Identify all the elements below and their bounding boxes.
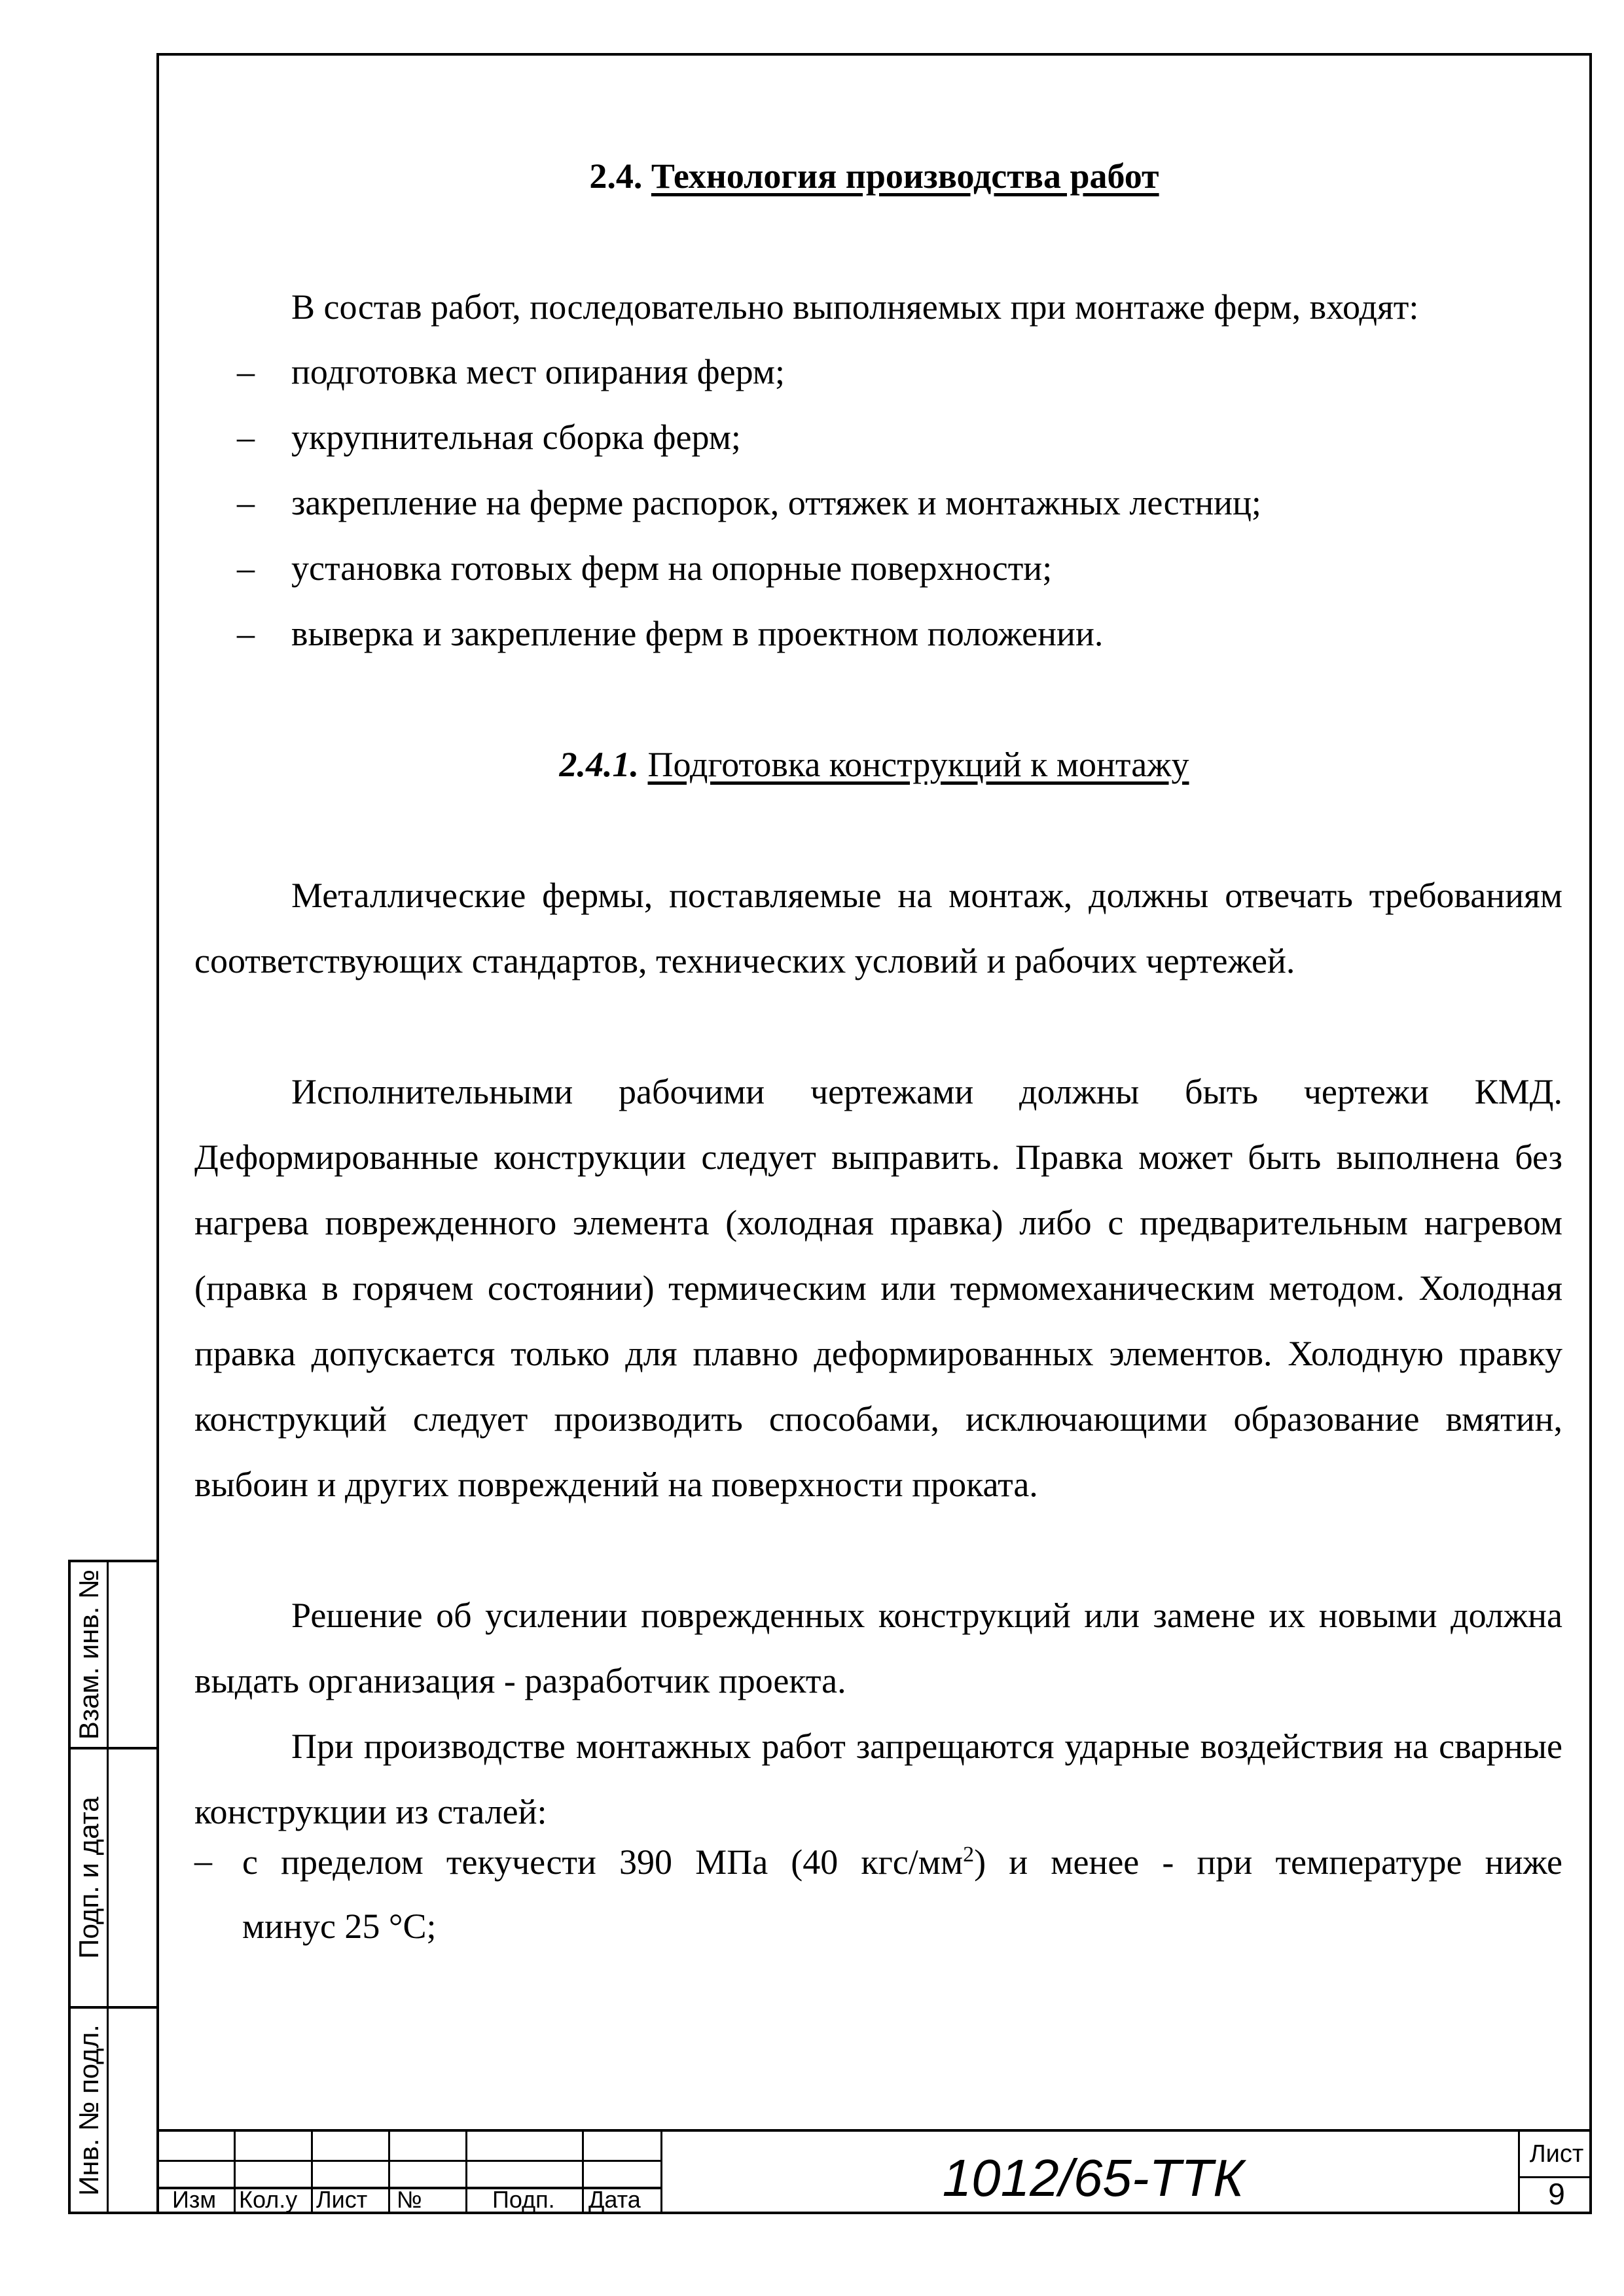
- section-number: 2.4.: [589, 156, 643, 196]
- steel-item-line1: [242, 1829, 1562, 1895]
- title-block-label: Изм: [172, 2186, 217, 2213]
- list-item: подготовка мест опирания ферм;: [291, 352, 785, 391]
- paragraph: При производстве монтажных работ запрещаются ударные воздействия на сварные конструкции из сталей:: [194, 1727, 1562, 1831]
- document-code: 1012/65-ТТК: [942, 2149, 1244, 2207]
- steel-item-text: ) и менее - при температуре ниже: [974, 1842, 1562, 1882]
- title-block-label: Дата: [588, 2186, 641, 2213]
- list-dash: –: [237, 352, 255, 391]
- steel-item-text: с пределом текучести 390 МПа (40 кгс/мм: [242, 1842, 964, 1882]
- side-stamp-label: Инв. № подл.: [73, 2024, 104, 2196]
- title-block-label: №: [397, 2186, 422, 2213]
- sheet-label: Лист: [1529, 2140, 1584, 2168]
- list-item: укрупнительная сборка ферм;: [291, 418, 741, 457]
- list-dash: –: [237, 548, 255, 588]
- title-block-label: Лист: [316, 2186, 368, 2213]
- side-stamp-replacement: [68, 1560, 159, 1749]
- list-dash: –: [237, 418, 255, 457]
- section-heading: [156, 156, 1592, 196]
- side-stamp-label: Взам. инв. №: [73, 1569, 104, 1740]
- side-stamp-signature: [68, 1747, 159, 2009]
- subsection-heading: [156, 744, 1592, 785]
- title-block-label: Кол.у: [239, 2186, 298, 2213]
- title-block-label: Подп.: [492, 2186, 555, 2213]
- intro-text: В состав работ, последовательно выполняемых при монтаже ферм, входят:: [291, 287, 1419, 327]
- list-item: закрепление на ферме распорок, оттяжек и монтажных лестниц;: [291, 483, 1261, 522]
- subsection-number: 2.4.1.: [559, 745, 640, 784]
- paragraph: Решение об усилении поврежденных конструкций или замене их новыми должна выдать организация - разработчик проекта.: [194, 1596, 1562, 1700]
- list-dash: –: [194, 1841, 212, 1880]
- paragraph: Металлические фермы, поставляемые на монтаж, должны отвечать требованиям соответствующих стандартов, технических условий и рабочих чертежей.: [194, 876, 1562, 980]
- section-title: Технология производства работ: [651, 156, 1159, 196]
- steel-item-line2: минус 25 °С;: [242, 1907, 437, 1946]
- sheet-number: 9: [1548, 2177, 1565, 2211]
- list-dash: –: [237, 614, 255, 653]
- side-stamp-inventory: [68, 2006, 159, 2214]
- list-dash: –: [237, 483, 255, 522]
- list-item: установка готовых ферм на опорные поверхности;: [291, 548, 1053, 588]
- list-item: выверка и закрепление ферм в проектном положении.: [291, 614, 1104, 653]
- subsection-title: Подготовка конструкций к монтажу: [647, 745, 1189, 784]
- side-stamp-label: Подп. и дата: [73, 1797, 104, 1959]
- paragraph: Исполнительными рабочими чертежами должны быть чертежи КМД. Деформированные конструкции следует выправить. Правка может быть выполнена без нагрева поврежденного элемента (холодная правка) либо с предварительным нагревом (правка в горячем состоянии) термическим или термомеханическим методом. Холодная правка допускается только для плавно деформированных элементов. Холодную правку конструкций следует производить способами, исключающими образование вмятин, выбоин и других повреждений на поверхности проката.: [194, 1072, 1562, 1504]
- superscript: 2: [963, 1842, 975, 1867]
